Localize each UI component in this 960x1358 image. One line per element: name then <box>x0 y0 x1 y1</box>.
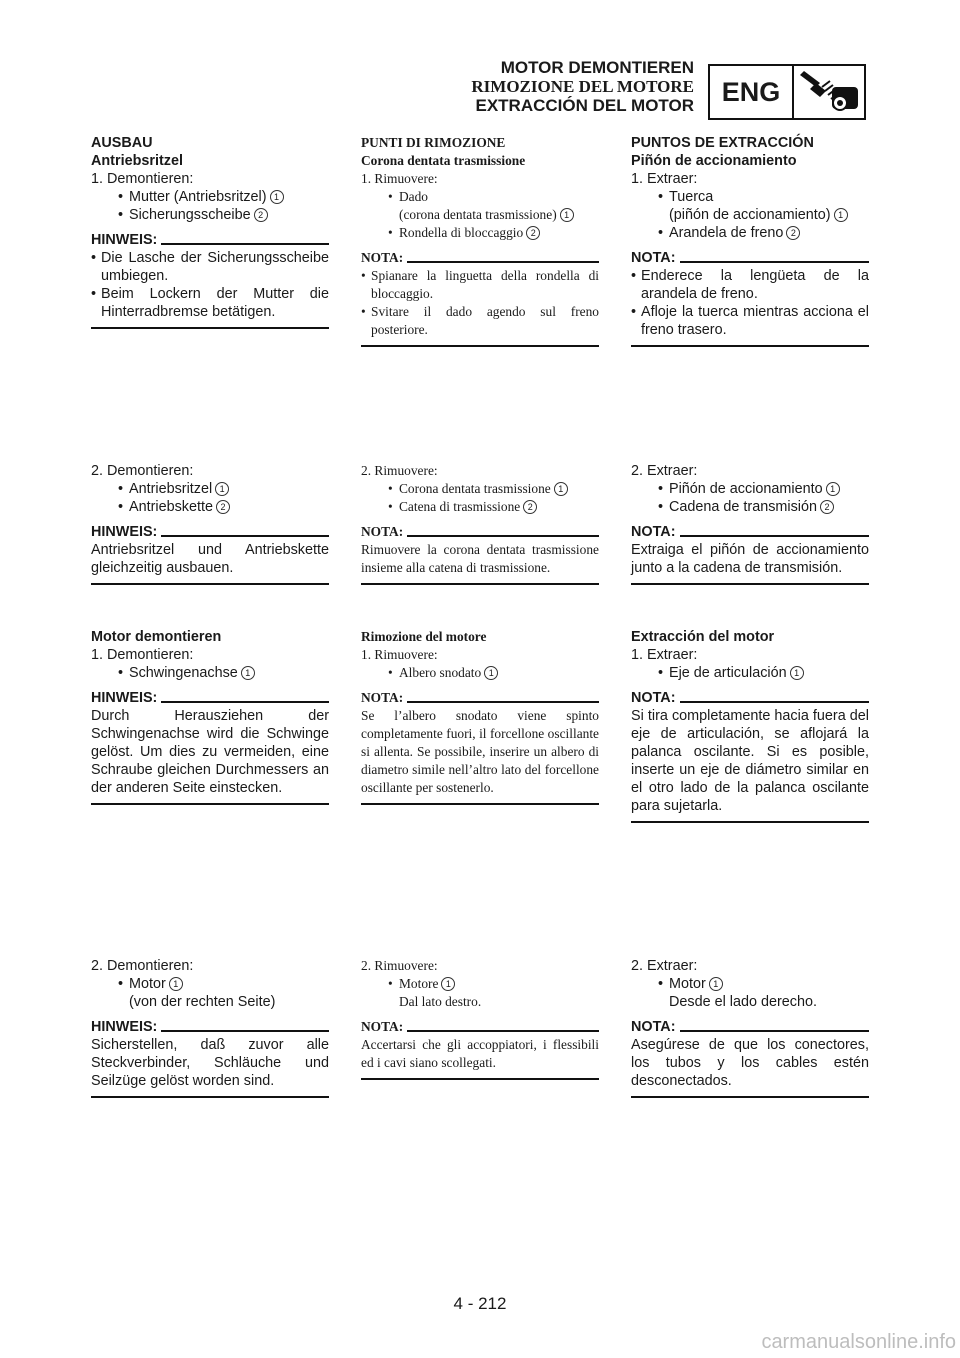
callout-2: 2 <box>526 226 540 240</box>
note-header: NOTA: <box>361 689 599 707</box>
de-item: • Schwingenachse 1 <box>91 664 329 682</box>
de-step: 2. Demontieren: <box>91 463 194 479</box>
callout-2: 2 <box>523 500 537 514</box>
callout-1: 1 <box>554 482 568 496</box>
note-end-rule <box>631 583 869 585</box>
note-text: Si tira completamente hacia fuera del eje de articulación, se aflojará la palanca oscilante. Si es posible, inserte un eje de diámetro similar en el otro lado de la palanca oscilante para sujetarla. <box>631 708 869 814</box>
header-title-de: MOTOR DEMONTIEREN <box>500 58 694 77</box>
note-header: NOTA: <box>631 523 869 541</box>
note-end-rule <box>361 583 599 585</box>
header-title-it: RIMOZIONE DEL MOTORE <box>471 77 694 96</box>
it-item: • Corona dentata trasmissione 1 <box>361 480 599 498</box>
note-text: Durch Herausziehen der Schwingenachse wird die Schwinge gelöst. Um dies zu vermeiden, eine Schraube gleichen Durchmessers an der anderen Seite einstecken. <box>91 708 329 796</box>
es-subtitle: Extracción del motor <box>631 629 775 645</box>
de-item: • Antriebskette 2 <box>91 498 329 516</box>
callout-1: 1 <box>441 977 455 991</box>
de-item: • Mutter (Antriebsritzel) 1 <box>91 188 329 206</box>
es-step: 2. Extraer: <box>631 958 698 974</box>
note-header: NOTA: <box>361 523 599 541</box>
de-subtitle: Antriebsritzel <box>91 153 183 169</box>
es-section-1 <box>631 134 869 347</box>
callout-1: 1 <box>560 208 574 222</box>
de-step: 2. Demontieren: <box>91 958 194 974</box>
note-bullet: • Afloje la tuerca mientras acciona el freno trasero. <box>631 303 869 339</box>
note-text: Rimuovere la corona dentata trasmissione insieme alla catena di trasmissione. <box>361 542 599 575</box>
es-item: • Eje de articulación 1 <box>631 664 869 682</box>
note-end-rule <box>631 821 869 823</box>
es-step: 1. Extraer: <box>631 647 698 663</box>
de-section-1 <box>91 134 329 329</box>
note-text: Extraiga el piñón de accionamiento junto a la cadena de transmisión. <box>631 542 869 576</box>
es-subtitle: Piñón de accionamiento <box>631 153 797 169</box>
it-title: PUNTI DI RIMOZIONE <box>361 135 506 150</box>
de-section-4 <box>91 957 329 1098</box>
callout-1: 1 <box>270 190 284 204</box>
callout-1: 1 <box>709 977 723 991</box>
es-step: 1. Extraer: <box>631 171 698 187</box>
es-title: PUNTOS DE EXTRACCIÓN <box>631 135 814 151</box>
es-item-detail: (piñón de accionamiento) 1 <box>631 206 869 224</box>
it-item: • Albero snodato 1 <box>361 664 599 682</box>
note-end-rule <box>91 583 329 585</box>
note-header: HINWEIS: <box>91 231 329 249</box>
es-section-4 <box>631 957 869 1098</box>
it-section-2 <box>361 462 599 585</box>
es-section-3 <box>631 628 869 823</box>
section-badge <box>708 64 866 120</box>
note-text: Sicherstellen, daß zuvor alle Steckverbinder, Schläuche und Seilzüge gelöst worden sind. <box>91 1037 329 1089</box>
it-section-3 <box>361 628 599 805</box>
callout-1: 1 <box>215 482 229 496</box>
es-item: • Tuerca <box>631 188 869 206</box>
es-item-detail: Desde el lado derecho. <box>669 994 818 1010</box>
it-step: 1. Rimuovere: <box>361 171 438 186</box>
note-end-rule <box>631 345 869 347</box>
note-bullet: • Beim Lockern der Mutter die Hinterradbremse betätigen. <box>91 285 329 321</box>
de-step: 1. Demontieren: <box>91 647 194 663</box>
it-item-detail: (corona dentata trasmissione) 1 <box>361 206 599 224</box>
note-end-rule <box>361 803 599 805</box>
de-item-detail: (von der rechten Seite) <box>129 994 276 1010</box>
note-bullet: • Die Lasche der Sicherungsscheibe umbiegen. <box>91 249 329 285</box>
note-header: NOTA: <box>361 1018 599 1036</box>
es-step: 2. Extraer: <box>631 463 698 479</box>
note-text: Accertarsi che gli accoppiatori, i flessibili ed i cavi siano scollegati. <box>361 1037 599 1070</box>
it-item: • Motore 1 <box>361 975 599 993</box>
de-step: 1. Demontieren: <box>91 171 194 187</box>
callout-2: 2 <box>820 500 834 514</box>
note-end-rule <box>91 803 329 805</box>
it-item: • Rondella di bloccaggio 2 <box>361 224 599 242</box>
it-item-detail: Dal lato destro. <box>399 994 482 1009</box>
de-section-2 <box>91 462 329 585</box>
note-header: HINWEIS: <box>91 523 329 541</box>
callout-1: 1 <box>834 208 848 222</box>
es-item: • Piñón de accionamiento 1 <box>631 480 869 498</box>
callout-1: 1 <box>169 977 183 991</box>
it-section-1 <box>361 134 599 347</box>
note-end-rule <box>361 345 599 347</box>
it-step: 2. Rimuovere: <box>361 958 438 973</box>
section-badge-label: ENG <box>710 66 794 118</box>
watermark: carmanualsonline.info <box>761 1331 956 1353</box>
de-item: • Antriebsritzel 1 <box>91 480 329 498</box>
es-item: • Motor 1 <box>631 975 869 993</box>
note-header: NOTA: <box>631 1018 869 1036</box>
note-text: Se l’albero snodato viene spinto completamente fuori, il forcellone oscillante si allenta. Se possibile, inserire un albero di diametro simile nell’altro lato del forcellone oscillante per sostenerlo. <box>361 708 599 795</box>
it-subtitle: Corona dentata trasmissione <box>361 153 526 168</box>
note-end-rule <box>631 1096 869 1098</box>
es-item: • Cadena de transmisión 2 <box>631 498 869 516</box>
note-header: NOTA: <box>361 249 599 267</box>
it-item: • Dado <box>361 188 599 206</box>
it-subtitle: Rimozione del motore <box>361 629 487 644</box>
de-item: • Motor 1 <box>91 975 329 993</box>
es-item: • Arandela de freno 2 <box>631 224 869 242</box>
header-title-es: EXTRACCIÓN DEL MOTOR <box>475 96 694 115</box>
note-end-rule <box>361 1078 599 1080</box>
note-bullet: • Spianare la linguetta della rondella di bloccaggio. <box>361 267 599 303</box>
callout-2: 2 <box>216 500 230 514</box>
note-header: HINWEIS: <box>91 689 329 707</box>
de-section-3 <box>91 628 329 805</box>
callout-1: 1 <box>484 666 498 680</box>
de-title: AUSBAU <box>91 135 153 151</box>
it-step: 1. Rimuovere: <box>361 647 438 662</box>
de-item: • Sicherungsscheibe 2 <box>91 206 329 224</box>
note-text: Antriebsritzel und Antriebskette gleichzeitig ausbauen. <box>91 542 329 576</box>
it-item: • Catena di trasmissione 2 <box>361 498 599 516</box>
es-section-2 <box>631 462 869 585</box>
callout-2: 2 <box>786 226 800 240</box>
note-bullet: • Svitare il dado agendo sul freno posteriore. <box>361 303 599 339</box>
callout-2: 2 <box>254 208 268 222</box>
note-bullet: • Enderece la lengüeta de la arandela de freno. <box>631 267 869 303</box>
wrench-bolt-icon <box>794 66 864 118</box>
page-header <box>471 58 694 115</box>
it-section-4 <box>361 957 599 1080</box>
page-number: 4 - 212 <box>453 1294 507 1313</box>
note-header: NOTA: <box>631 689 869 707</box>
note-text: Asegúrese de que los conectores, los tubos y los cables estén desconectados. <box>631 1037 869 1089</box>
it-step: 2. Rimuovere: <box>361 463 438 478</box>
callout-1: 1 <box>241 666 255 680</box>
note-header: NOTA: <box>631 249 869 267</box>
callout-1: 1 <box>826 482 840 496</box>
note-end-rule <box>91 327 329 329</box>
de-subtitle: Motor demontieren <box>91 629 222 645</box>
note-end-rule <box>91 1096 329 1098</box>
callout-1: 1 <box>790 666 804 680</box>
note-header: HINWEIS: <box>91 1018 329 1036</box>
